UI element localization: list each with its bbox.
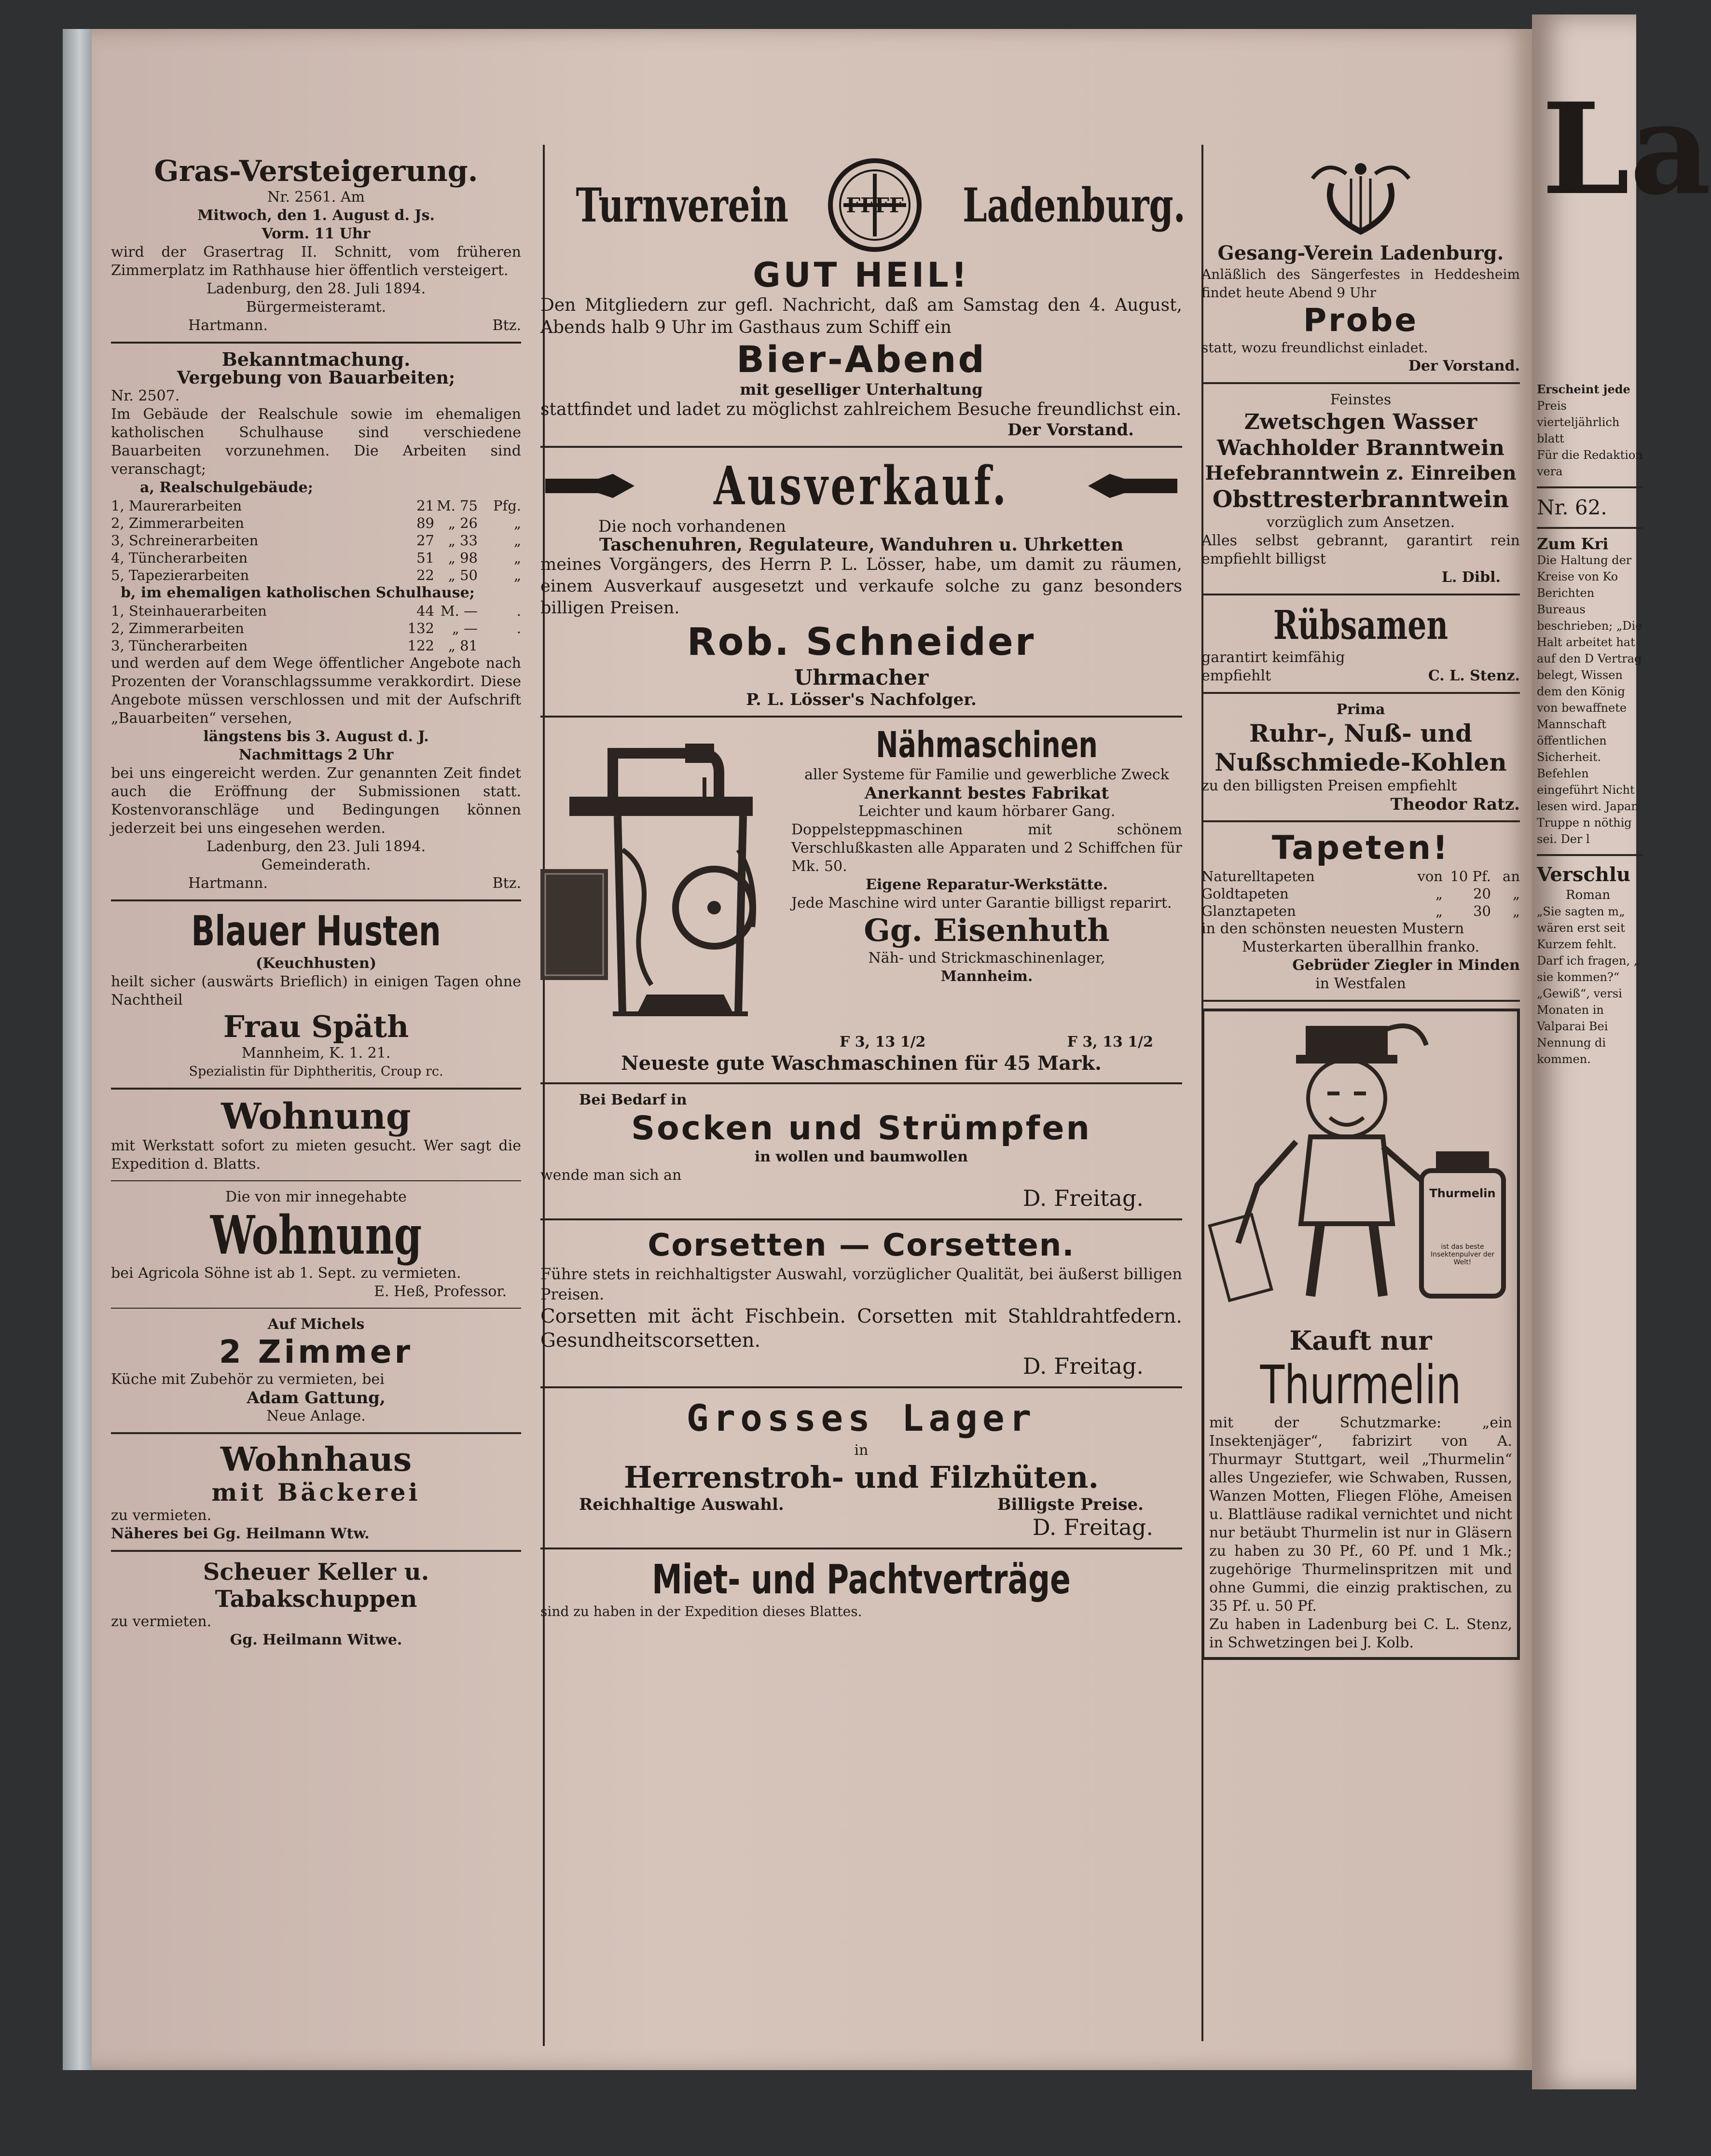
price-row (111, 620, 521, 637)
scheuer-body: zu vermieten. (111, 1613, 212, 1630)
gras-title: Gras-Versteigerung. (154, 154, 478, 188)
husten-title: Blauer Husten (191, 907, 441, 955)
divider (1537, 486, 1643, 488)
ad-grosses-lager (540, 1395, 1182, 1541)
divider (1201, 382, 1520, 384)
ad-wohnung-1 (111, 1096, 521, 1174)
socken-sig: D. Freitag. (1022, 1185, 1144, 1211)
corsetten-title: Corsetten — Corsetten. (648, 1228, 1075, 1263)
ausverkauf-succ: P. L. Lösser's Nachfolger. (746, 690, 977, 709)
price-m: „ 98 (448, 550, 478, 566)
next-sub2: Roman (1566, 888, 1611, 902)
ausverkauf-body2: meines Vorgängers, des Herrn P. L. Lösser, habe, um damit zu räumen, einem Ausverkauf ausgesetzt und verkaufe solche zu ganz besonders billigen Preisen. (540, 555, 1182, 618)
price-m: „ 33 (448, 532, 478, 549)
ad-2-zimmer (111, 1315, 521, 1425)
column-center (540, 154, 1186, 1621)
price-pf: „ (513, 532, 521, 549)
price-pf (478, 637, 521, 654)
ruebsamen-left: empfiehlt (1201, 667, 1271, 684)
tapeten-post: „ (1512, 903, 1520, 919)
gras-office: Bürgermeisteramt. (246, 299, 386, 316)
price-mark: 51 (416, 550, 434, 566)
price-m: „ 81 (448, 637, 478, 654)
naeh-line1: aller Systeme für Familie und gewerbliche Zweck (804, 766, 1169, 783)
naeh-line6: Jede Maschine wird unter Garantie billigst reparirt. (791, 895, 1172, 912)
ad-naehmaschinen (540, 724, 1182, 1033)
naeh-addr-right: F 3, 13 1/2 (1067, 1034, 1153, 1050)
pointing-hand-right-icon (540, 467, 637, 505)
wohnhaus-sub: mit Bäckerei (211, 1478, 421, 1506)
divider (1201, 1000, 1520, 1002)
wasser-sig: L. Dibl. (1441, 569, 1501, 586)
ad-blauer-husten (111, 908, 521, 1081)
gesang-sig: Der Vorstand. (1408, 358, 1520, 374)
divider (1201, 820, 1520, 822)
divider (1537, 854, 1643, 856)
next-body: Die Haltung der Kreise von Ko Berichten Bureaus beschrieben; „Die Halt arbeitet hat auf den D Vertrag belegt, Wissen dem den König von bewaffnete Mannschaft öffentlichen Sicherheit. Befehlen eingeführt Nicht lesen wird. Japan Truppe n nöthig sei. Der l (1537, 553, 1642, 846)
lager-in: in (854, 1442, 869, 1459)
divider (540, 1218, 1182, 1220)
next-l4: Für die Redaktion vera (1537, 448, 1643, 478)
price-row (111, 602, 521, 620)
husten-sub: (Keuchhusten) (255, 955, 377, 972)
next-masthead: La (1542, 76, 1711, 223)
price-mark: 44 (416, 603, 434, 619)
gras-sig-abbr: Btz. (492, 317, 521, 334)
miet-title: Miet- und Pachtverträge (652, 1556, 1071, 1603)
turnverein-sig: Der Vorstand. (1007, 420, 1134, 440)
wohnung2-sig: E. Heß, Professor. (374, 1283, 507, 1300)
tapeten-label: Glanztapeten (1201, 903, 1296, 919)
price-pf: „ (513, 515, 521, 531)
price-label: 3, Tüncherarbeiten (111, 637, 248, 654)
ad-gras-versteigerung (111, 154, 521, 335)
price-m: M. — (440, 603, 478, 619)
wasser-l2: Wachholder Branntwein (1217, 436, 1504, 460)
tapeten-val: 20 (1473, 885, 1491, 902)
ad-tapeten (1201, 829, 1520, 993)
gras-place-date: Ladenburg, den 28. Juli 1894. (206, 280, 426, 297)
wohnung1-title: Wohnung (221, 1096, 411, 1137)
lager-goods: Herrenstroh- und Filzhüten. (623, 1460, 1099, 1495)
corsetten-sig: D. Freitag. (1022, 1353, 1144, 1379)
divider (111, 899, 521, 901)
bekannt-subtitle: Vergebung von Bauarbeiten; (177, 368, 455, 388)
price-row (111, 532, 521, 549)
turnverein-heading: GUT HEIL! (753, 255, 970, 295)
price-mark: 122 (407, 637, 434, 654)
wohnhaus-title: Wohnhaus (220, 1440, 412, 1479)
wohnung2-body: bei Agricola Söhne ist ab 1. Sept. zu vermieten. (111, 1265, 461, 1282)
price-label: 5, Tapezierarbeiten (111, 567, 249, 583)
price-row (111, 497, 521, 514)
bekannt-place-date: Ladenburg, den 23. Juli 1894. (206, 838, 426, 855)
lager-row (540, 1495, 1182, 1514)
naeh-addr-left: F 3, 13 1/2 (840, 1034, 926, 1050)
zimmer-title: 2 Zimmer (219, 1333, 414, 1370)
gras-body: wird der Grasertrag II. Schnitt, vom früheren Zimmerplatz im Rathhause hier öffentlich versteigert. (111, 244, 521, 279)
corsetten-body2: Corsetten mit ächt Fischbein. Corsetten mit Stahldrahtfedern. Gesundheitscorsetten. (540, 1305, 1182, 1352)
thurmelin-slogan: Kauft nur (1289, 1325, 1432, 1356)
tapeten-pre: „ (1435, 903, 1443, 919)
kohlen-sig: Theodor Ratz. (1390, 795, 1520, 814)
corsetten-body: Führe stets in reichhaltigster Auswahl, vorzüglicher Qualität, bei äußerst billigen Preisen. (540, 1265, 1182, 1303)
naeh-line4: Doppelsteppmaschinen mit schönem Verschlußkasten alle Apparaten und 2 Schiffchen für Mk. 50. (791, 821, 1182, 875)
naeh-city: Mannheim. (940, 968, 1033, 985)
bekannt-section-a: a, Realschulgebäude; (140, 479, 313, 496)
naeh-line3: Leichter und kaum hörbarer Gang. (858, 803, 1116, 820)
bekannt-nr: Nr. 2507. (111, 387, 180, 404)
ad-wohnung-2 (111, 1188, 521, 1301)
gras-nr: Nr. 2561. Am (267, 189, 365, 206)
turnverein-header (540, 154, 1186, 256)
price-label: 2, Zimmerarbeiten (111, 515, 244, 531)
ad-thurmelin (1201, 1009, 1520, 1660)
thurmelin-body2: Zu haben in Ladenburg bei C. L. Stenz, in Schwetzingen bei J. Kolb. (1209, 1616, 1512, 1651)
bekannt-body3: bei uns eingereicht werden. Zur genannten Zeit findet auch die Eröffnung der Submissionen statt. Kostenvoranschläge und Bedingungen können jederzeit bei uns eingesehen werden. (111, 765, 521, 837)
turnverein-event-sub: mit geselliger Unterhaltung (740, 380, 983, 399)
divider (540, 1386, 1182, 1388)
emblem-letters: FFFF (845, 193, 904, 217)
tapeten-label: Goldtapeten (1201, 885, 1289, 902)
wasser-intro: Feinstes (1330, 391, 1392, 408)
bekannt-deadline1: längstens bis 3. August d. J. (203, 728, 429, 745)
wohnung1-body: mit Werkstatt sofort zu mieten gesucht. Wer sagt die Expedition d. Blatts. (111, 1137, 521, 1173)
price-pf: „ (513, 567, 521, 583)
lyre-emblem-icon (1303, 154, 1419, 241)
next-nr: Nr. 62. (1537, 496, 1607, 519)
bekannt-section-b: b, im ehemaligen katholischen Schulhause; (121, 584, 475, 601)
price-label: 1, Maurerarbeiten (111, 498, 242, 514)
lager-title: Grosses Lager (686, 1396, 1036, 1439)
kohlen-title1: Ruhr-, Nuß- und (1249, 719, 1473, 747)
insect-hunter-illustration-icon (1209, 1016, 1513, 1325)
ad-wohnhaus (111, 1441, 521, 1543)
tapeten-val: 30 (1473, 903, 1491, 919)
ad-bekanntmachung (111, 350, 521, 893)
scheuer-title1: Scheuer Keller u. (203, 1559, 429, 1586)
ausverkauf-items: Taschenuhren, Regulateure, Wanduhren u. Uhrketten (599, 535, 1124, 555)
price-m: „ — (452, 620, 478, 636)
bekannt-sig-abbr: Btz. (492, 875, 521, 892)
lager-sig: D. Freitag. (1032, 1514, 1153, 1540)
price-row (111, 567, 521, 584)
tapeten-row (1201, 885, 1520, 902)
sewing-machine-icon (540, 724, 782, 1033)
zimmer-body: Küche mit Zubehör zu vermieten, bei (111, 1371, 385, 1388)
husten-body: heilt sicher (auswärts Brieflich) in einigen Tagen ohne Nachtheil (111, 973, 521, 1009)
thurmelin-body: mit der Schutzmarke: „ein Insektenjäger“, fabrizirt von A. Thurmayr Stuttgart, weil „Thurmelin“ alles Ungeziefer, wie Schwaben, Russen, Wanzen Motten, Fliegen Flöhe, Ameisen u. Blattläuse radikal vernichtet und nicht nur betäubt Thurmelin ist nur in Gläsern zu haben zu 30 Pf., 60 Pf. und 1 Mk.; zugehörige Thurmelinspritzen mit und ohne Gummi, die einzig praktischen, zu 35 Pf. u. 50 Pf. (1209, 1414, 1512, 1615)
ausverkauf-trade: Uhrmacher (794, 665, 929, 690)
gesang-body2: statt, wozu freundlichst einladet. (1201, 340, 1428, 356)
ruebsamen-row (1201, 667, 1520, 685)
price-mark: 22 (416, 567, 434, 583)
ad-kohlen (1201, 701, 1520, 814)
wasser-l3: Hefebranntwein z. Einreiben (1205, 462, 1517, 484)
husten-addr: Mannheim, K. 1. 21. (241, 1045, 391, 1062)
thurmelin-title: Thurmelin (1260, 1354, 1462, 1416)
price-pf: . (516, 603, 521, 619)
gras-signature (111, 317, 521, 335)
socken-sub: in wollen und baumwollen (754, 1148, 968, 1165)
price-m: „ 26 (448, 515, 478, 531)
gras-date: Mitwoch, den 1. August d. Js. (197, 207, 435, 224)
divider (1201, 692, 1520, 694)
price-label: 4, Tüncherarbeiten (111, 550, 248, 566)
turnverein-left: Turnverein (576, 178, 789, 233)
bekannt-items-b (111, 602, 521, 654)
lager-right: Billigste Preise. (997, 1495, 1144, 1514)
price-mark: 132 (407, 620, 434, 636)
divider (111, 342, 521, 344)
tapeten-label: Naturelltapeten (1201, 868, 1315, 885)
socken-intro: Bei Bedarf in (579, 1092, 687, 1108)
naeh-addresses (540, 1033, 1182, 1051)
divider (1537, 527, 1643, 529)
ad-branntwein (1201, 391, 1520, 587)
gras-sig-name: Hartmann. (188, 317, 268, 334)
price-label: 2, Zimmerarbeiten (111, 620, 244, 636)
naeh-line5: Eigene Reparatur-Werkstätte. (866, 876, 1108, 893)
wohnung2-title: Wohnung (210, 1204, 422, 1266)
price-pf: . (516, 620, 521, 636)
divider (111, 1088, 521, 1090)
divider (111, 1550, 521, 1552)
price-m: „ 50 (448, 567, 478, 583)
tapeten-post: „ (1512, 885, 1520, 902)
price-mark: 21 (416, 498, 434, 514)
tapeten-sig2: in Westfalen (1315, 975, 1406, 992)
price-m: M. 75 (436, 498, 478, 514)
ausverkauf-body: Die noch vorhandenen (598, 517, 786, 536)
tapeten-val: 10 Pf. (1450, 868, 1491, 885)
miet-body: sind zu haben in der Expedition dieses Blattes. (540, 1603, 862, 1619)
wasser-l1: Zwetschgen Wasser (1244, 410, 1477, 434)
gesang-event: Probe (1303, 302, 1419, 339)
wohnhaus-body: zu vermieten. (111, 1507, 212, 1524)
gesang-title: Gesang-Verein Ladenburg. (1217, 242, 1504, 264)
kohlen-body: zu den billigsten Preisen empfiehlt (1201, 777, 1457, 794)
kohlen-title2: Nußschmiede-Kohlen (1214, 748, 1507, 776)
turnverein-event: Bier-Abend (736, 338, 986, 381)
divider (540, 446, 1182, 448)
bekannt-title: Bekanntmachung. (221, 348, 411, 370)
ad-ruebsamen (1201, 602, 1520, 685)
tapeten-post: an (1503, 868, 1520, 885)
divider (540, 716, 1182, 718)
zimmer-addr: Neue Anlage. (266, 1408, 366, 1424)
ausverkauf-name: Rob. Schneider (687, 621, 1036, 664)
ad-socken (540, 1091, 1182, 1212)
divider (540, 1548, 1182, 1549)
column-left (111, 154, 521, 1649)
divider (1201, 594, 1520, 595)
turnverein-right: Ladenburg. (962, 178, 1186, 233)
socken-title: Socken und Strümpfen (631, 1109, 1091, 1147)
ad-corsetten (540, 1227, 1182, 1380)
naeh-footer: Neueste gute Waschmaschinen für 45 Mark. (621, 1052, 1102, 1075)
tapeten-pre: „ (1435, 885, 1443, 902)
naeh-trade: Näh- und Strickmaschinenlager, (868, 950, 1105, 967)
gesang-body: Anläßlich des Sängerfestes in Heddesheim findet heute Abend 9 Uhr (1201, 266, 1520, 301)
scheuer-title2: Tabakschuppen (215, 1586, 417, 1613)
scheuer-contact: Gg. Heilmann Witwe. (230, 1631, 402, 1648)
ad-gesang-verein (1201, 154, 1520, 375)
lager-left: Reichhaltige Auswahl. (579, 1495, 784, 1514)
husten-name: Frau Späth (223, 1009, 409, 1044)
husten-note: Spezialistin für Diphtheritis, Croup rc. (189, 1064, 443, 1079)
wasser-l4: Obsttresterbranntwein (1212, 486, 1509, 513)
bekannt-office: Gemeinderath. (261, 857, 371, 873)
divider (111, 1180, 521, 1181)
turnverein-body2: stattfindet und ladet zu möglichst zahlreichem Besuche freundlichst ein. (540, 400, 1182, 419)
zimmer-name: Adam Gattung, (247, 1388, 386, 1408)
wasser-body: vorzüglich zum Ansetzen. (1266, 514, 1455, 531)
naeh-title: Nähmaschinen (876, 724, 1098, 766)
ruebsamen-title: Rübsamen (1273, 602, 1449, 649)
bekannt-body2: und werden auf dem Wege öffentlicher Angebote nach Prozenten der Voranschlagssumme verakkordirt. Diese Angebote müssen verschlossen und mit der Aufschrift „Bauarbeiten“ versehen, (111, 655, 521, 727)
price-pf: Pfg. (493, 498, 521, 514)
ad-scheuer (111, 1559, 521, 1649)
ausverkauf-header (540, 455, 1182, 517)
price-row (111, 637, 521, 654)
wasser-body2: Alles selbst gebrannt, garantirt rein empfiehlt billigst (1201, 532, 1520, 567)
divider (111, 1432, 521, 1434)
next-l3: blatt (1537, 432, 1564, 445)
bekannt-items-a (111, 497, 521, 584)
next-l2: Preis vierteljährlich (1537, 399, 1620, 429)
divider (540, 1082, 1182, 1084)
next-heading2: Verschlu (1537, 863, 1631, 886)
pointing-hand-left-icon (1086, 467, 1182, 505)
turnverein-emblem-icon (824, 154, 925, 256)
price-label: 1, Steinhauerarbeiten (111, 603, 267, 619)
next-body2: „Sie sagten m„ wären erst seit Kurzem fehlt. Darf ich fragen, „ sie kommen?“ „Gewiß“, versi Monaten in Valparai Bei Nennung di kommen. (1537, 905, 1640, 1066)
tapeten-title: Tapeten! (1271, 829, 1450, 867)
price-label: 3, Schreinerarbeiten (111, 532, 259, 549)
price-mark: 27 (416, 532, 434, 549)
wohnung2-intro: Die von mir innegehabte (225, 1189, 407, 1205)
next-page-edge (1532, 14, 1711, 2089)
naeh-name: Gg. Eisenhuth (864, 912, 1110, 949)
price-mark: 89 (416, 515, 434, 531)
ad-turnverein (540, 154, 1186, 440)
wohnhaus-contact: Näheres bei Gg. Heilmann Wtw. (111, 1525, 370, 1542)
bekannt-deadline2: Nachmittags 2 Uhr (238, 746, 394, 763)
naeh-line2: Anerkannt bestes Fabrikat (864, 784, 1109, 803)
ruebsamen-sig: C. L. Stenz. (1428, 667, 1520, 684)
price-pf: „ (513, 550, 521, 566)
tapeten-body: in den schönsten neuesten Mustern (1201, 920, 1464, 937)
ruebsamen-body: garantirt keimfähig (1201, 649, 1345, 666)
bekannt-signature (111, 874, 521, 893)
tapeten-body2: Musterkarten überallhin franko. (1242, 939, 1480, 955)
price-row (111, 514, 521, 532)
column-right (1201, 154, 1520, 1660)
zimmer-intro: Auf Michels (267, 1316, 365, 1333)
kohlen-intro: Prima (1336, 701, 1385, 718)
ausverkauf-title: Ausverkauf. (713, 455, 1009, 517)
turnverein-body: Den Mitgliedern zur gefl. Nachricht, daß am Samstag den 4. August, Abends halb 9 Uhr im Gasthaus zum Schiff ein (540, 295, 1182, 337)
ad-ausverkauf (540, 455, 1182, 709)
bottle-label: Thurmelin (1429, 1187, 1496, 1200)
price-row (111, 549, 521, 567)
divider (111, 1308, 521, 1309)
ad-miet-pacht (540, 1556, 1182, 1621)
tapeten-pre: von (1417, 868, 1443, 885)
tapeten-sig: Gebrüder Ziegler in Minden (1292, 957, 1520, 974)
next-l1: Erscheint jede (1537, 382, 1630, 396)
tapeten-row (1201, 868, 1520, 885)
next-heading: Zum Kri (1537, 535, 1609, 553)
socken-body: wende man sich an (540, 1167, 682, 1184)
bekannt-body: Im Gebäude der Realschule sowie im ehemaligen katholischen Schulhause sind verschiedene Bauarbeiten vorzunehmen. Die Arbeiten sind veranschagt; (111, 406, 521, 478)
bottle-sublabel: ist das beste Insektenpulver der Welt! (1430, 1243, 1494, 1266)
gras-time: Vorm. 11 Uhr (262, 225, 371, 242)
tapeten-row (1201, 902, 1520, 920)
bekannt-sig-name: Hartmann. (188, 875, 268, 892)
